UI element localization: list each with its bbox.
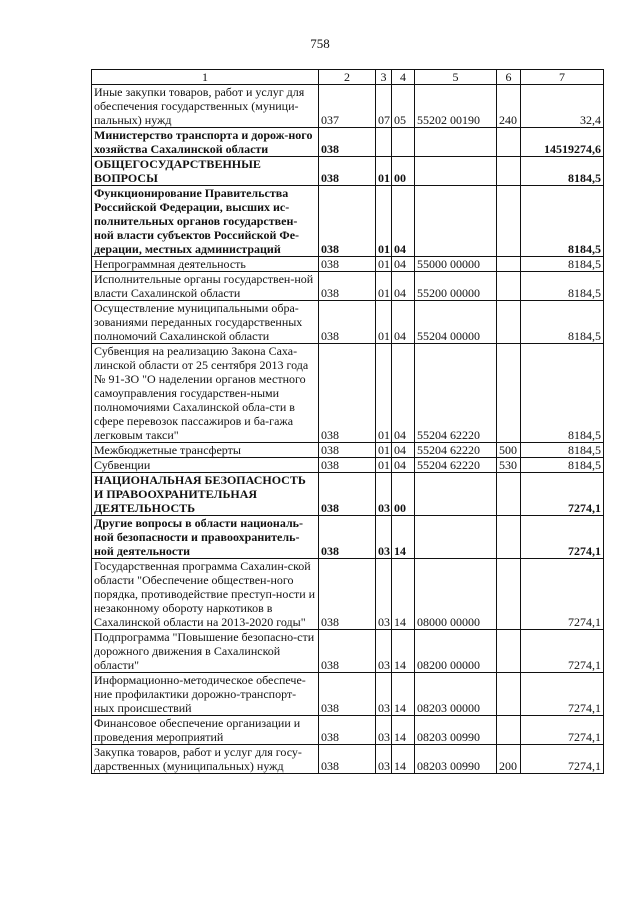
table-row [92,745,604,774]
row-type-cell [497,344,521,443]
table-row [92,344,604,443]
row-amount-cell: 8184,5 [521,157,604,186]
row-section-cell: 01 [376,344,392,443]
row-target-cell: 08000 00000 [415,559,497,630]
row-code-cell: 038 [319,473,376,516]
row-amount-cell: 8184,5 [521,186,604,257]
row-code-cell: 038 [319,516,376,559]
row-type-cell: 200 [497,745,521,774]
row-subsection-cell: 00 [392,157,415,186]
table-row [92,673,604,716]
row-target-cell: 55204 62220 [415,344,497,443]
row-amount-cell: 7274,1 [521,745,604,774]
table-row [92,128,604,157]
row-amount-cell: 7274,1 [521,559,604,630]
row-code-cell: 037 [319,85,376,128]
row-name-cell: Исполнительные органы государствен-ной власти Сахалинской области [92,272,319,301]
row-section-cell: 03 [376,630,392,673]
row-amount-cell: 7274,1 [521,630,604,673]
row-type-cell [497,157,521,186]
row-section-cell: 03 [376,473,392,516]
row-section-cell: 01 [376,272,392,301]
row-subsection-cell: 00 [392,473,415,516]
row-target-cell: 55000 00000 [415,257,497,272]
row-code-cell: 038 [319,301,376,344]
row-target-cell: 08203 00000 [415,673,497,716]
row-name-cell: Субвенция на реализацию Закона Саха-линской области от 25 сентября 2013 года № 91-ЗО "О наделении органов местного самоуправления государствен-ными полномочиями Сахалинской обла-сти в сфере перевозок пассажиров и ба-гажа легковым такси" [92,344,319,443]
row-type-cell [497,559,521,630]
row-amount-cell: 8184,5 [521,458,604,473]
table-row [92,257,604,272]
row-subsection-cell: 14 [392,516,415,559]
row-code-cell: 038 [319,186,376,257]
row-type-cell [497,516,521,559]
row-amount-cell: 7274,1 [521,516,604,559]
row-target-cell: 08200 00000 [415,630,497,673]
row-name-cell: Функционирование Правительства Российской Федерации, высших ис-полнительных органов государствен-ной власти субъектов Российской Фе-дерации, местных администраций [92,186,319,257]
row-amount-cell: 32,4 [521,85,604,128]
row-subsection-cell: 04 [392,301,415,344]
row-type-cell [497,257,521,272]
row-section-cell: 01 [376,157,392,186]
table-row [92,272,604,301]
row-code-cell: 038 [319,128,376,157]
row-name-cell: Межбюджетные трансферты [92,443,319,458]
row-type-cell [497,186,521,257]
row-subsection-cell: 04 [392,257,415,272]
table-row [92,630,604,673]
row-section-cell [376,128,392,157]
column-header: 2 [319,70,376,85]
row-section-cell: 01 [376,186,392,257]
row-subsection-cell: 04 [392,272,415,301]
row-type-cell: 530 [497,458,521,473]
row-section-cell: 07 [376,85,392,128]
row-target-cell: 55204 62220 [415,458,497,473]
column-header: 7 [521,70,604,85]
row-code-cell: 038 [319,716,376,745]
row-subsection-cell: 04 [392,458,415,473]
page-number: 758 [310,36,330,51]
column-header: 4 [392,70,415,85]
row-target-cell [415,516,497,559]
row-code-cell: 038 [319,257,376,272]
row-name-cell: ОБЩЕГОСУДАРСТВЕННЫЕ ВОПРОСЫ [92,157,319,186]
row-subsection-cell: 14 [392,559,415,630]
column-header: 6 [497,70,521,85]
row-amount-cell: 8184,5 [521,344,604,443]
row-code-cell: 038 [319,630,376,673]
table-body [92,85,604,774]
row-name-cell: Иные закупки товаров, работ и услуг для обеспечения государственных (муници-пальных) нужд [92,85,319,128]
row-amount-cell: 8184,5 [521,301,604,344]
row-subsection-cell: 14 [392,745,415,774]
table-row [92,716,604,745]
row-name-cell: Субвенции [92,458,319,473]
row-target-cell: 08203 00990 [415,716,497,745]
column-header: 3 [376,70,392,85]
row-amount-cell: 8184,5 [521,257,604,272]
row-name-cell: Закупка товаров, работ и услуг для госу-дарственных (муниципальных) нужд [92,745,319,774]
row-section-cell: 01 [376,458,392,473]
row-type-cell: 240 [497,85,521,128]
row-subsection-cell: 04 [392,443,415,458]
row-amount-cell: 7274,1 [521,473,604,516]
row-section-cell: 03 [376,559,392,630]
row-name-cell: Другие вопросы в области националь-ной безопасности и правоохранитель-ной деятельности [92,516,319,559]
row-type-cell [497,673,521,716]
row-code-cell: 038 [319,344,376,443]
row-type-cell [497,128,521,157]
table-row [92,186,604,257]
row-target-cell: 55204 00000 [415,301,497,344]
column-header: 5 [415,70,497,85]
row-subsection-cell: 14 [392,630,415,673]
table-row [92,458,604,473]
table-header-row [92,70,604,85]
row-amount-cell: 7274,1 [521,716,604,745]
row-amount-cell: 14519274,6 [521,128,604,157]
row-subsection-cell: 14 [392,716,415,745]
row-code-cell: 038 [319,559,376,630]
row-name-cell: Финансовое обеспечение организации и проведения мероприятий [92,716,319,745]
row-target-cell: 55204 62220 [415,443,497,458]
row-type-cell [497,473,521,516]
row-section-cell: 01 [376,257,392,272]
row-code-cell: 038 [319,458,376,473]
row-section-cell: 01 [376,443,392,458]
table-row [92,157,604,186]
table-row [92,473,604,516]
table-row [92,559,604,630]
row-section-cell: 01 [376,301,392,344]
row-amount-cell: 8184,5 [521,443,604,458]
table-row [92,443,604,458]
row-amount-cell: 7274,1 [521,673,604,716]
table-row [92,85,604,128]
row-name-cell: Осуществление муниципальными обра-зованиями переданных государственных полномочий Сахалинской области [92,301,319,344]
row-name-cell: Непрограммная деятельность [92,257,319,272]
row-target-cell: 55202 00190 [415,85,497,128]
row-type-cell: 500 [497,443,521,458]
row-code-cell: 038 [319,272,376,301]
row-name-cell: НАЦИОНАЛЬНАЯ БЕЗОПАСНОСТЬ И ПРАВООХРАНИТЕЛЬНАЯ ДЕЯТЕЛЬНОСТЬ [92,473,319,516]
row-target-cell [415,473,497,516]
row-subsection-cell: 04 [392,186,415,257]
row-type-cell [497,630,521,673]
budget-table [91,69,604,774]
table-row [92,301,604,344]
row-code-cell: 038 [319,673,376,716]
row-code-cell: 038 [319,745,376,774]
row-target-cell [415,186,497,257]
row-subsection-cell [392,128,415,157]
row-subsection-cell: 05 [392,85,415,128]
row-section-cell: 03 [376,745,392,774]
table-row [92,516,604,559]
row-target-cell: 08203 00990 [415,745,497,774]
row-target-cell [415,128,497,157]
column-header: 1 [92,70,319,85]
row-type-cell [497,301,521,344]
row-name-cell: Подпрограмма "Повышение безопасно-сти дорожного движения в Сахалинской области" [92,630,319,673]
row-type-cell [497,716,521,745]
row-target-cell [415,157,497,186]
row-target-cell: 55200 00000 [415,272,497,301]
row-section-cell: 03 [376,516,392,559]
row-type-cell [497,272,521,301]
row-subsection-cell: 04 [392,344,415,443]
row-subsection-cell: 14 [392,673,415,716]
row-section-cell: 03 [376,716,392,745]
row-amount-cell: 8184,5 [521,272,604,301]
row-code-cell: 038 [319,443,376,458]
row-name-cell: Министерство транспорта и дорож-ного хозяйства Сахалинской области [92,128,319,157]
row-name-cell: Государственная программа Сахалин-ской области "Обеспечение обществен-ного порядка, противодействие преступ-ности и незаконному обороту наркотиков в Сахалинской области на 2013-2020 годы" [92,559,319,630]
row-code-cell: 038 [319,157,376,186]
row-name-cell: Информационно-методическое обеспече-ние профилактики дорожно-транспорт-ных происшествий [92,673,319,716]
row-section-cell: 03 [376,673,392,716]
